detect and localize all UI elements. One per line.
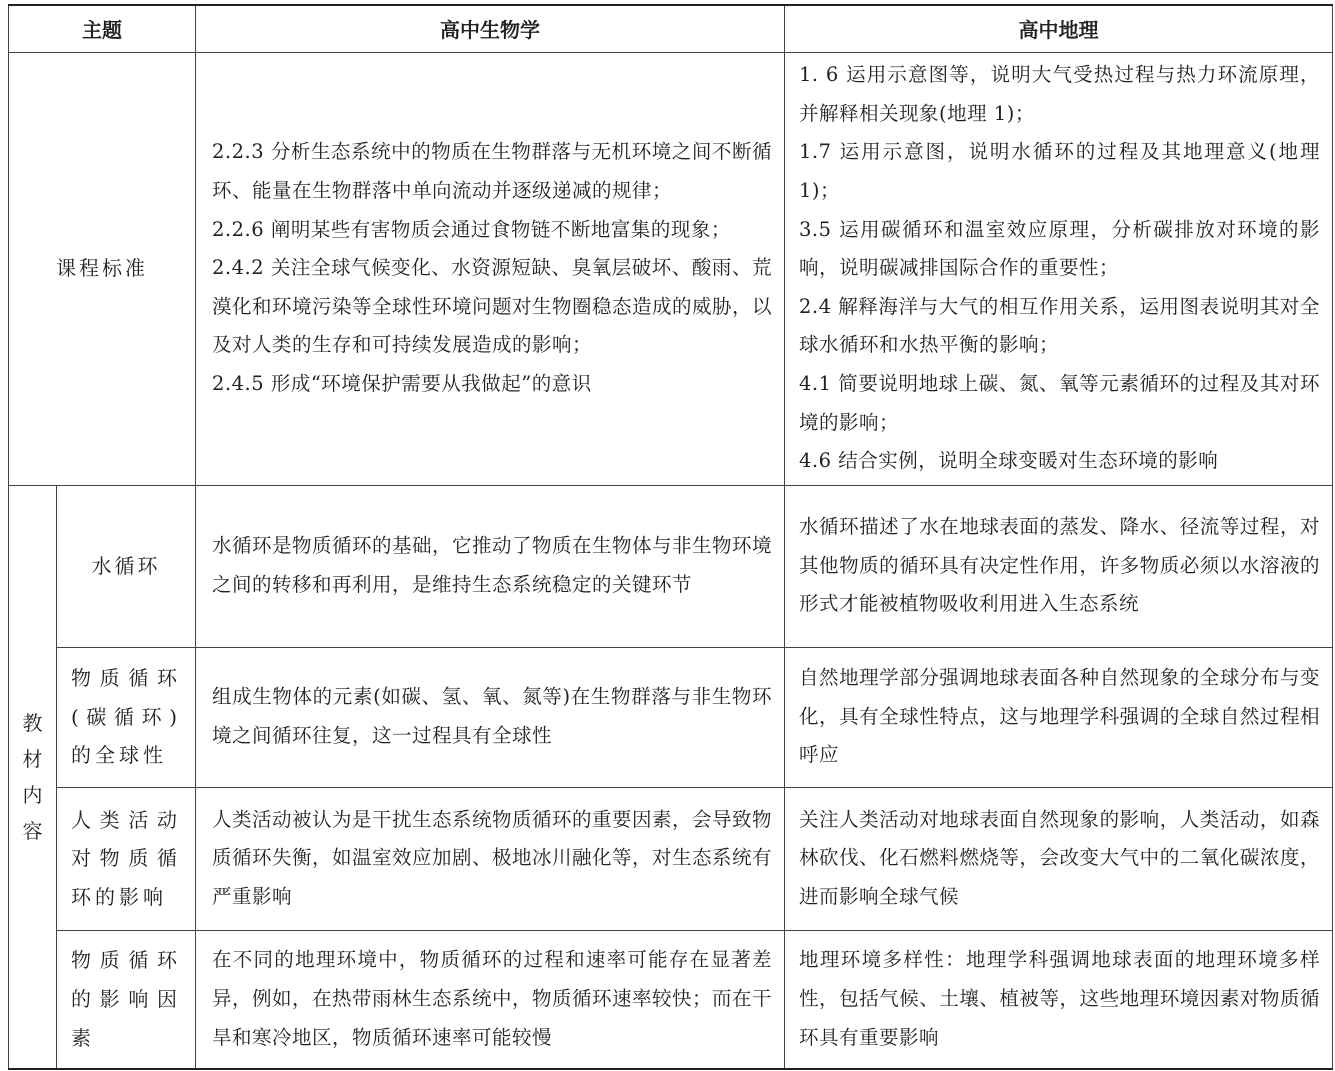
content-topic: 人类活动对物质循环的影响	[71, 807, 181, 909]
content-topic-cell	[57, 930, 196, 1069]
standards-row	[9, 52, 1333, 485]
content-biology-text: 在不同的地理环境中，物质循环的过程和速率可能存在显著差异，例如，在热带雨林生态系统中，物质循环速率较快；而在干旱和寒冷地区，物质循环速率可能较慢	[212, 948, 773, 1049]
standard-item: 2.2.3 分析生态系统中的物质在生物群落与无机环境之间不断循环、能量在生物群落中单向流动并逐级递减的规律；	[212, 140, 772, 203]
standard-item: 4.6 结合实例，说明全球变暖对生态环境的影响	[799, 449, 1219, 473]
content-topic-cell	[57, 485, 196, 647]
content-geography-cell	[785, 485, 1333, 647]
content-row-human	[9, 787, 1333, 930]
header-row	[9, 5, 1333, 52]
content-geography-text: 地理环境多样性：地理学科强调地球表面的地理环境多样性，包括气候、土壤、植被等，这些地理环境因素对物质循环具有重要影响	[799, 948, 1320, 1049]
standards-label: 课程标准	[9, 52, 196, 485]
content-row-carbon	[9, 647, 1333, 787]
standard-item: 2.4 解释海洋与大气的相互作用关系，运用图表说明其对全球水循环和水热平衡的影响；	[799, 294, 1320, 357]
content-geography-cell	[785, 930, 1333, 1069]
header-biology: 高中生物学	[196, 5, 785, 52]
content-biology-text: 水循环是物质循环的基础，它推动了物质在生物体与非生物环境之间的转移和再利用，是维持生态系统稳定的关键环节	[212, 534, 773, 596]
content-topic-cell	[57, 647, 196, 787]
standard-item: 1.7 运用示意图，说明水循环的过程及其地理意义(地理 1)；	[799, 140, 1320, 203]
standard-item: 2.2.6 阐明某些有害物质会通过食物链不断地富集的现象；	[212, 217, 731, 241]
header-geography: 高中地理	[785, 5, 1333, 52]
content-biology-cell	[196, 647, 785, 787]
content-geography-cell	[785, 647, 1333, 787]
content-label: 教材内容	[9, 485, 57, 1069]
standards-geography-text	[785, 56, 1332, 481]
content-row-factors	[9, 930, 1333, 1069]
content-biology-text: 组成生物体的元素(如碳、氢、氧、氮等)在生物群落与非生物环境之间循环往复，这一过程具有全球性	[212, 685, 772, 747]
standard-item: 2.4.2 关注全球气候变化、水资源短缺、臭氧层破坏、酸雨、荒 漠化和环境污染等全球性环境问题对生物圈稳态造成的威胁，以及对人类的生存和可持续发展造成的影响；	[212, 256, 773, 357]
standard-item: 2.4.5 形成“环境保护需要从我做起”的意识	[212, 371, 592, 395]
standard-item: 3.5 运用碳循环和温室效应原理，分析碳排放对环境的影响，说明碳减排国际合作的重要性；	[799, 217, 1320, 280]
content-topic: 水循环	[91, 553, 161, 578]
header-topic: 主题	[9, 5, 196, 52]
content-biology-cell	[196, 930, 785, 1069]
content-geography-cell	[785, 787, 1333, 930]
content-topic: 物质循环的影响因素	[71, 948, 181, 1050]
content-topic: 物质循环(碳循环)的全球性	[71, 666, 181, 768]
content-row-water	[9, 485, 1333, 647]
content-topic-cell	[57, 787, 196, 930]
standard-item: 1. 6 运用示意图等，说明大气受热过程与热力环流原理，并解释相关现象(地理 1)；	[799, 63, 1320, 125]
standards-biology-cell	[196, 52, 785, 485]
content-biology-cell	[196, 485, 785, 647]
content-geography-text: 关注人类活动对地球表面自然现象的影响，人类活动，如森林砍伐、化石燃料燃烧等，会改变大气中的二氧化碳浓度，进而影响全球气候	[799, 807, 1320, 908]
content-biology-cell	[196, 787, 785, 930]
content-biology-text: 人类活动被认为是干扰生态系统物质循环的重要因素，会导致物质循环失衡，如温室效应加剧、极地冰川融化等，对生态系统有严重影响	[212, 807, 773, 908]
comparison-table	[8, 4, 1333, 1070]
content-geography-text: 水循环描述了水在地球表面的蒸发、降水、径流等过程，对其他物质的循环具有决定性作用，许多物质必须以水溶液的形式才能被植物吸收利用进入生态系统	[799, 515, 1320, 616]
content-geography-text: 自然地理学部分强调地球表面各种自然现象的全球分布与变化，具有全球性特点，这与地理学科强调的全球自然过程相呼应	[799, 666, 1320, 767]
standards-geography-cell	[785, 52, 1333, 485]
standards-biology-text	[196, 133, 784, 403]
standard-item: 4.1 简要说明地球上碳、氮、氧等元素循环的过程及其对环境的影响；	[799, 371, 1320, 434]
